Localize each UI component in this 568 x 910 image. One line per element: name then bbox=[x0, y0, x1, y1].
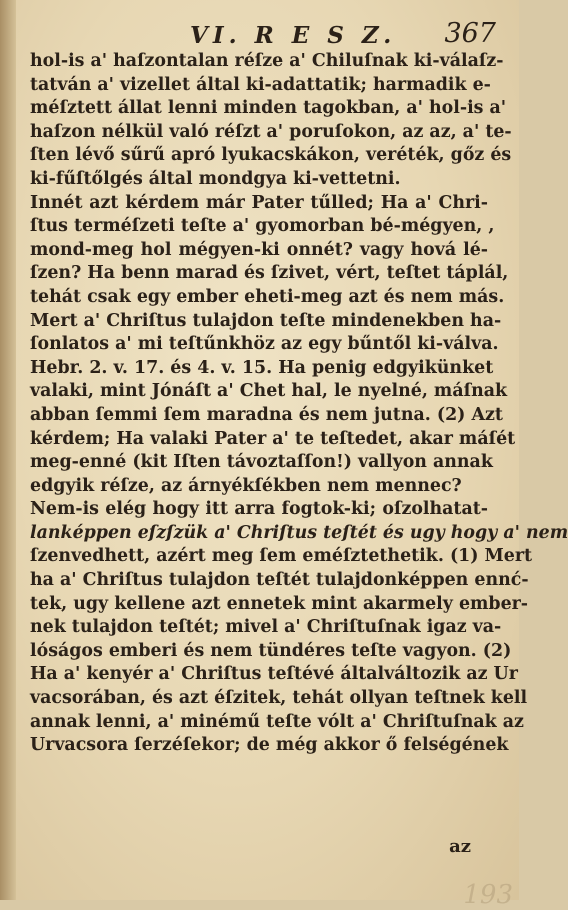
text-line: méſztett állat lenni minden tagokban, a' hol-is a' bbox=[30, 98, 507, 119]
text-line: abban ſemmi ſem maradna és nem jutna. (2) Azt bbox=[30, 404, 503, 425]
text-line: ſtus terméſzeti teſte a' gyomorban bé-mégyen, , bbox=[30, 216, 495, 237]
text-line: ſzen? Ha benn marad és ſzivet, vért, teſtet táplál, bbox=[30, 263, 509, 284]
text-line: nek tulajdon teſtét; mivel a' Chriſtuſnak igaz va- bbox=[30, 617, 502, 638]
text-line: Innét azt kérdem már Pater tűlled; Ha a' Chri- bbox=[30, 192, 488, 213]
text-line: lóságos emberi és nem tündéres teſte vagyon. (2) bbox=[30, 640, 512, 661]
bleed-through-number: 193 bbox=[463, 880, 513, 910]
text-line: ki-fűſtőlgés által mondgya ki-vettetni. bbox=[30, 168, 401, 189]
text-line: ſonlatos a' mi teſtűnkhöz az egy bűntől ki-válva. bbox=[30, 334, 499, 355]
running-head: VI. R E S Z. bbox=[190, 22, 397, 49]
text-line: lanképpen eſzſzük a' Chriſtus teſtét és ugy hogy a' nem bbox=[30, 522, 568, 543]
text-line: edgyik réſze, az árnyékſékben nem mennec? bbox=[30, 475, 462, 496]
page-gutter-edge bbox=[0, 0, 16, 900]
text-line: tatván a' vizellet által ki-adattatik; harmadik e- bbox=[30, 74, 491, 95]
text-line: Ha a' kenyér a' Chriſtus teſtévé általváltozik az Ur bbox=[30, 664, 518, 685]
text-line: tek, ugy kellene azt ennetek mint akarmely ember- bbox=[30, 593, 529, 614]
text-line: Nem-is elég hogy itt arra fogtok-ki; oſzolhatat- bbox=[30, 499, 488, 520]
catchword: az bbox=[449, 836, 471, 857]
text-line: vacsorában, és azt éſzitek, tehát ollyan teſtnek kell bbox=[30, 688, 528, 709]
text-line: ſzenvedhett, azért meg ſem eméſztethetik. (1) Mert bbox=[30, 546, 533, 567]
text-line: kérdem; Ha valaki Pater a' te teſtedet, akar máſét bbox=[30, 428, 516, 449]
text-line: Mert a' Chriſtus tulajdon teſte mindenekben ha- bbox=[30, 310, 502, 331]
text-line: tehát csak egy ember eheti-meg azt és nem más. bbox=[30, 286, 505, 307]
text-line: hol-is a' haſzontalan réſze a' Chiluſnak ki-válaſz- bbox=[30, 51, 504, 71]
text-line: ſten lévő sűrű apró lyukacskákon, veréték, gőz és bbox=[30, 145, 512, 166]
page-header bbox=[30, 18, 500, 54]
text-line: valaki, mint Jónáſt a' Chet hal, le nyelné, máſnak bbox=[30, 381, 508, 402]
text-line: meg-enné (kit Iſten távoztaſſon!) vallyon annak bbox=[30, 452, 493, 473]
text-line: ha a' Chriſtus tulajdon teſtét tulajdonképpen ennć- bbox=[30, 570, 529, 591]
text-line: Hebr. 2. v. 17. és 4. v. 15. Ha penig edgyikünket bbox=[30, 357, 494, 378]
text-line: Urvacsora ſerzéſekor; de még akkor ő felségének bbox=[30, 735, 509, 756]
page-number: 367 bbox=[444, 18, 496, 49]
text-line: haſzon nélkül való réſzt a' poruſokon, az az, a' te- bbox=[30, 121, 512, 142]
body-text bbox=[30, 50, 568, 758]
text-line: annak lenni, a' minémű teſte vólt a' Chriſtuſnak az bbox=[30, 711, 524, 732]
text-line: mond-meg hol mégyen-ki onnét? vagy hová lé- bbox=[30, 239, 488, 260]
